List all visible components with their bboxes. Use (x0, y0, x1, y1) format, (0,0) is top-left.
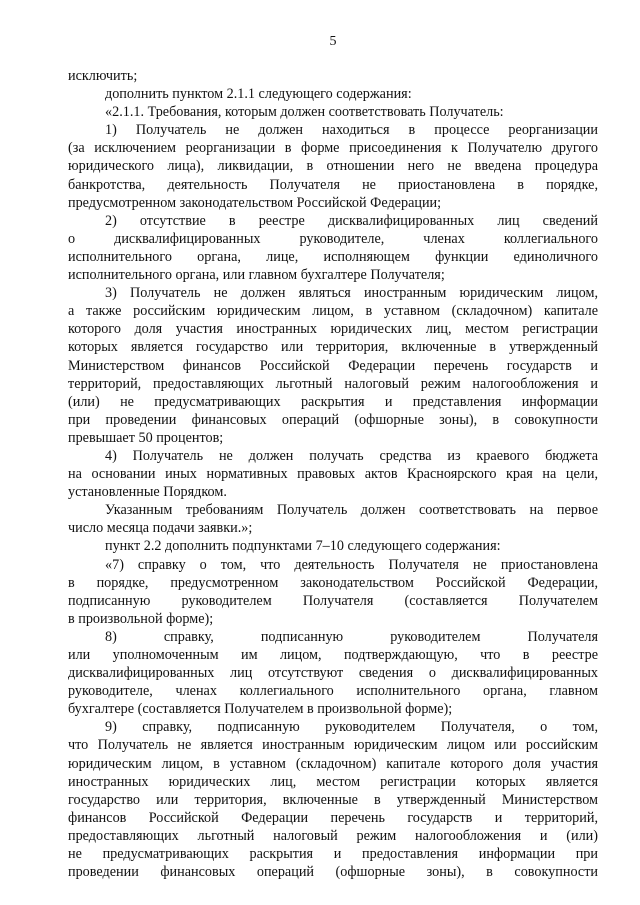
text-line: «2.1.1. Требования, которым должен соответствовать Получатель: (105, 104, 504, 121)
text-line: дисквалифицированных лиц отсутствуют сведения о дисквалифицированных (68, 665, 598, 682)
text-line: в порядке, предусмотренном законодательством Российской Федерации, (68, 574, 598, 591)
text-line: не предусматривающих раскрытия и предоставления информации при (68, 846, 598, 863)
text-line: проведении финансовых операций (офшорные зоны), в совокупности (68, 864, 598, 881)
text-line: исключить; (68, 68, 138, 84)
text-line: подписанную руководителем Получателя (составляется Получателем (68, 592, 598, 609)
text-line: на основании иных нормативных правовых актов Красноярского края на цели, (68, 466, 598, 483)
text-line: в произвольной форме); (68, 610, 214, 627)
text-line: иностранных юридических лиц, местом регистрации которых является (68, 773, 598, 790)
page-number: 5 (329, 34, 337, 49)
text-line: установленные Порядком. (68, 484, 227, 501)
text-line: Министерством финансов Российской Федерации перечень государств и (68, 357, 598, 374)
document-body (68, 67, 598, 881)
text-line: исполнительного органа, лице, исполняющем функции единоличного (68, 248, 598, 265)
text-line: или уполномоченным им лицом, подтверждающую, что в реестре (68, 647, 598, 663)
text-line: руководителе, членах коллегиального исполнительного органа, главном (68, 683, 598, 700)
text-line: юридического лица), ликвидации, в отношении него не введена процедура (68, 158, 598, 175)
text-line: исполнительного органа, или главном бухгалтере Получателя; (68, 267, 445, 284)
text-line: банкротства, деятельность Получателя не приостановлена в порядке, (68, 176, 598, 193)
text-line: (или) не предусматривающих раскрытия и представления информации (68, 393, 598, 410)
text-line: предоставляющих льготный налоговый режим налогообложения и (или) (68, 827, 598, 844)
text-line: Указанным требованиям Получатель должен соответствовать на первое (105, 502, 598, 519)
text-line: 2) отсутствие в реестре дисквалифицированных лиц сведений (105, 212, 598, 229)
text-line: которых является государство или территория, включенные в утвержденный (68, 339, 598, 356)
text-line: финансов Российской Федерации перечень государств и территорий, (68, 809, 598, 826)
text-line: о дисквалифицированных руководителе, членах коллегиального (68, 230, 598, 247)
text-line: что Получатель не является иностранным юридическим лицом или российским (68, 737, 598, 754)
text-line: юридическим лицом, в уставном (складочном) капитале которого доля участия (68, 755, 598, 772)
text-line: бухгалтере (составляется Получателем в произвольной форме); (68, 701, 453, 718)
text-line: «7) справку о том, что деятельность Получателя не приостановлена (105, 556, 598, 573)
text-line: число месяца подачи заявки.»; (68, 520, 253, 537)
text-line: государство или территория, включенные в утвержденный Министерством (68, 791, 598, 808)
text-line: а также российским юридическим лицом, в уставном (складочном) капитале (68, 303, 598, 320)
text-line: дополнить пунктом 2.1.1 следующего содержания: (105, 86, 412, 103)
text-line: предусмотренном законодательством Российской Федерации; (68, 194, 442, 211)
text-line: 4) Получатель не должен получать средства из краевого бюджета (105, 447, 598, 464)
text-line: превышает 50 процентов; (68, 429, 224, 446)
text-line: 1) Получатель не должен находиться в процессе реорганизации (105, 122, 598, 139)
text-line: 3) Получатель не должен являться иностранным юридическим лицом, (105, 285, 598, 302)
text-line: территорий, предоставляющих льготный налоговый режим налогообложения и (68, 375, 598, 392)
text-line: (за исключением реорганизации в форме присоединения к Получателю другого (68, 140, 598, 157)
text-line: пункт 2.2 дополнить подпунктами 7–10 следующего содержания: (105, 538, 501, 555)
text-line: которого доля участия иностранных юридических лиц, местом регистрации (68, 321, 598, 338)
text-line: при проведении финансовых операций (офшорные зоны), в совокупности (68, 411, 598, 428)
text-line: 8) справку, подписанную руководителем Получателя (105, 628, 598, 645)
text-line: 9) справку, подписанную руководителем Получателя, о том, (105, 719, 598, 736)
